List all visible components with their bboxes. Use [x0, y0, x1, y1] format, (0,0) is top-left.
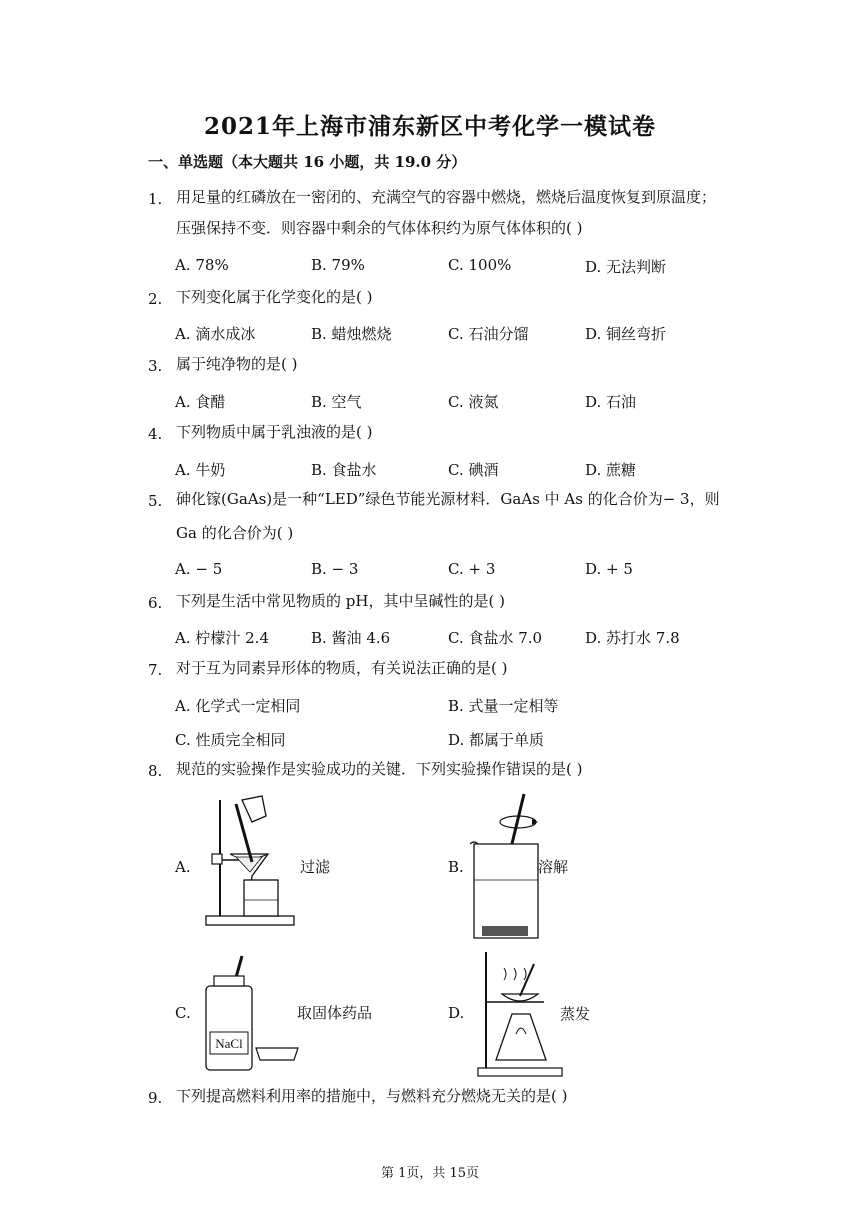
question-number: 7.	[148, 661, 163, 679]
question-text: 对于互为同素异形体的物质，有关说法正确的是( )	[176, 659, 508, 677]
question-number: 6.	[148, 594, 163, 612]
caption-take-solid: 取固体药品	[297, 1004, 373, 1022]
question-number: 4.	[148, 425, 163, 443]
option-d: D. 无法判断	[585, 258, 667, 276]
question-number: 3.	[148, 357, 163, 375]
option-d: D. 蔗糖	[585, 461, 637, 479]
option-b: B. 79%	[311, 256, 365, 274]
question-number: 9.	[148, 1089, 163, 1107]
question-text: 规范的实验操作是实验成功的关键．下列实验操作错误的是( )	[176, 760, 583, 778]
option-c: C. 石油分馏	[448, 325, 529, 343]
option-c: C. 食盐水 7.0	[448, 629, 543, 647]
option-d: D. + 5	[585, 560, 633, 578]
question-text: 砷化镓(GaAs)是一种“LED”绿色节能光源材料．GaAs 中 As 的化合价为− 3，则	[176, 490, 720, 508]
question-text: 属于纯净物的是( )	[176, 355, 298, 373]
option-b: B. − 3	[311, 560, 359, 578]
option-c: C. 液氮	[448, 393, 499, 411]
option-a: A. 化学式一定相同	[175, 697, 301, 715]
option-a: A. 食醋	[175, 393, 226, 411]
option-a: A. 滴水成冰	[175, 325, 256, 343]
option-b: B. 食盐水	[311, 461, 377, 479]
question-number: 2.	[148, 290, 163, 308]
question-text: Ga 的化合价为( )	[176, 524, 294, 542]
caption-dissolve: 溶解	[538, 858, 569, 876]
caption-filter: 过滤	[300, 858, 331, 876]
option-b: B.	[448, 858, 464, 876]
question-text: 用足量的红磷放在一密闭的、充满空气的容器中燃烧，燃烧后温度恢复到原温度；	[176, 188, 717, 206]
option-d: D. 都属于单质	[448, 731, 545, 749]
section-heading: 一、单选题（本大题共 16 小题，共 19.0 分）	[148, 153, 467, 171]
option-b: B. 空气	[311, 393, 362, 411]
question-text: 下列是生活中常见物质的 pH，其中呈碱性的是( )	[176, 592, 505, 610]
question-text: 下列变化属于化学变化的是( )	[176, 288, 373, 306]
question-text: 压强保持不变．则容器中剩余的气体体积约为原气体体积的( )	[176, 219, 583, 237]
option-a: A. 78%	[175, 256, 229, 274]
question-number: 8.	[148, 762, 163, 780]
option-b: B. 酱油 4.6	[311, 629, 391, 647]
dissolution-illustration	[466, 790, 546, 940]
option-d: D. 铜丝弯折	[585, 325, 667, 343]
filtration-illustration	[200, 794, 300, 930]
option-c: C. 100%	[448, 256, 512, 274]
option-c: C.	[175, 1004, 191, 1022]
option-a: A. 柠檬汁 2.4	[175, 629, 269, 647]
take-solid-illustration	[198, 950, 304, 1076]
option-d: D. 石油	[585, 393, 637, 411]
bottle-label: NaCl	[215, 1036, 243, 1051]
option-a: A. 牛奶	[175, 461, 226, 479]
option-d: D.	[448, 1004, 465, 1022]
option-b: B. 蜡烛燃烧	[311, 325, 392, 343]
question-number: 5.	[148, 492, 163, 510]
option-c: C. + 3	[448, 560, 496, 578]
evaporation-illustration	[476, 950, 566, 1078]
option-c: C. 性质完全相同	[175, 731, 286, 749]
question-text: 下列提高燃料利用率的措施中，与燃料充分燃烧无关的是( )	[176, 1087, 568, 1105]
option-b: B. 式量一定相等	[448, 697, 559, 715]
question-number: 1.	[148, 190, 163, 208]
option-a: A.	[175, 858, 191, 876]
option-d: D. 苏打水 7.8	[585, 629, 680, 647]
caption-evaporate: 蒸发	[560, 1005, 591, 1023]
page-title: 2021年上海市浦东新区中考化学一模试卷	[203, 113, 656, 140]
question-text: 下列物质中属于乳浊液的是( )	[176, 423, 373, 441]
option-c: C. 碘酒	[448, 461, 499, 479]
option-a: A. − 5	[175, 560, 223, 578]
page-footer: 第 1页，共 15页	[380, 1166, 480, 1181]
